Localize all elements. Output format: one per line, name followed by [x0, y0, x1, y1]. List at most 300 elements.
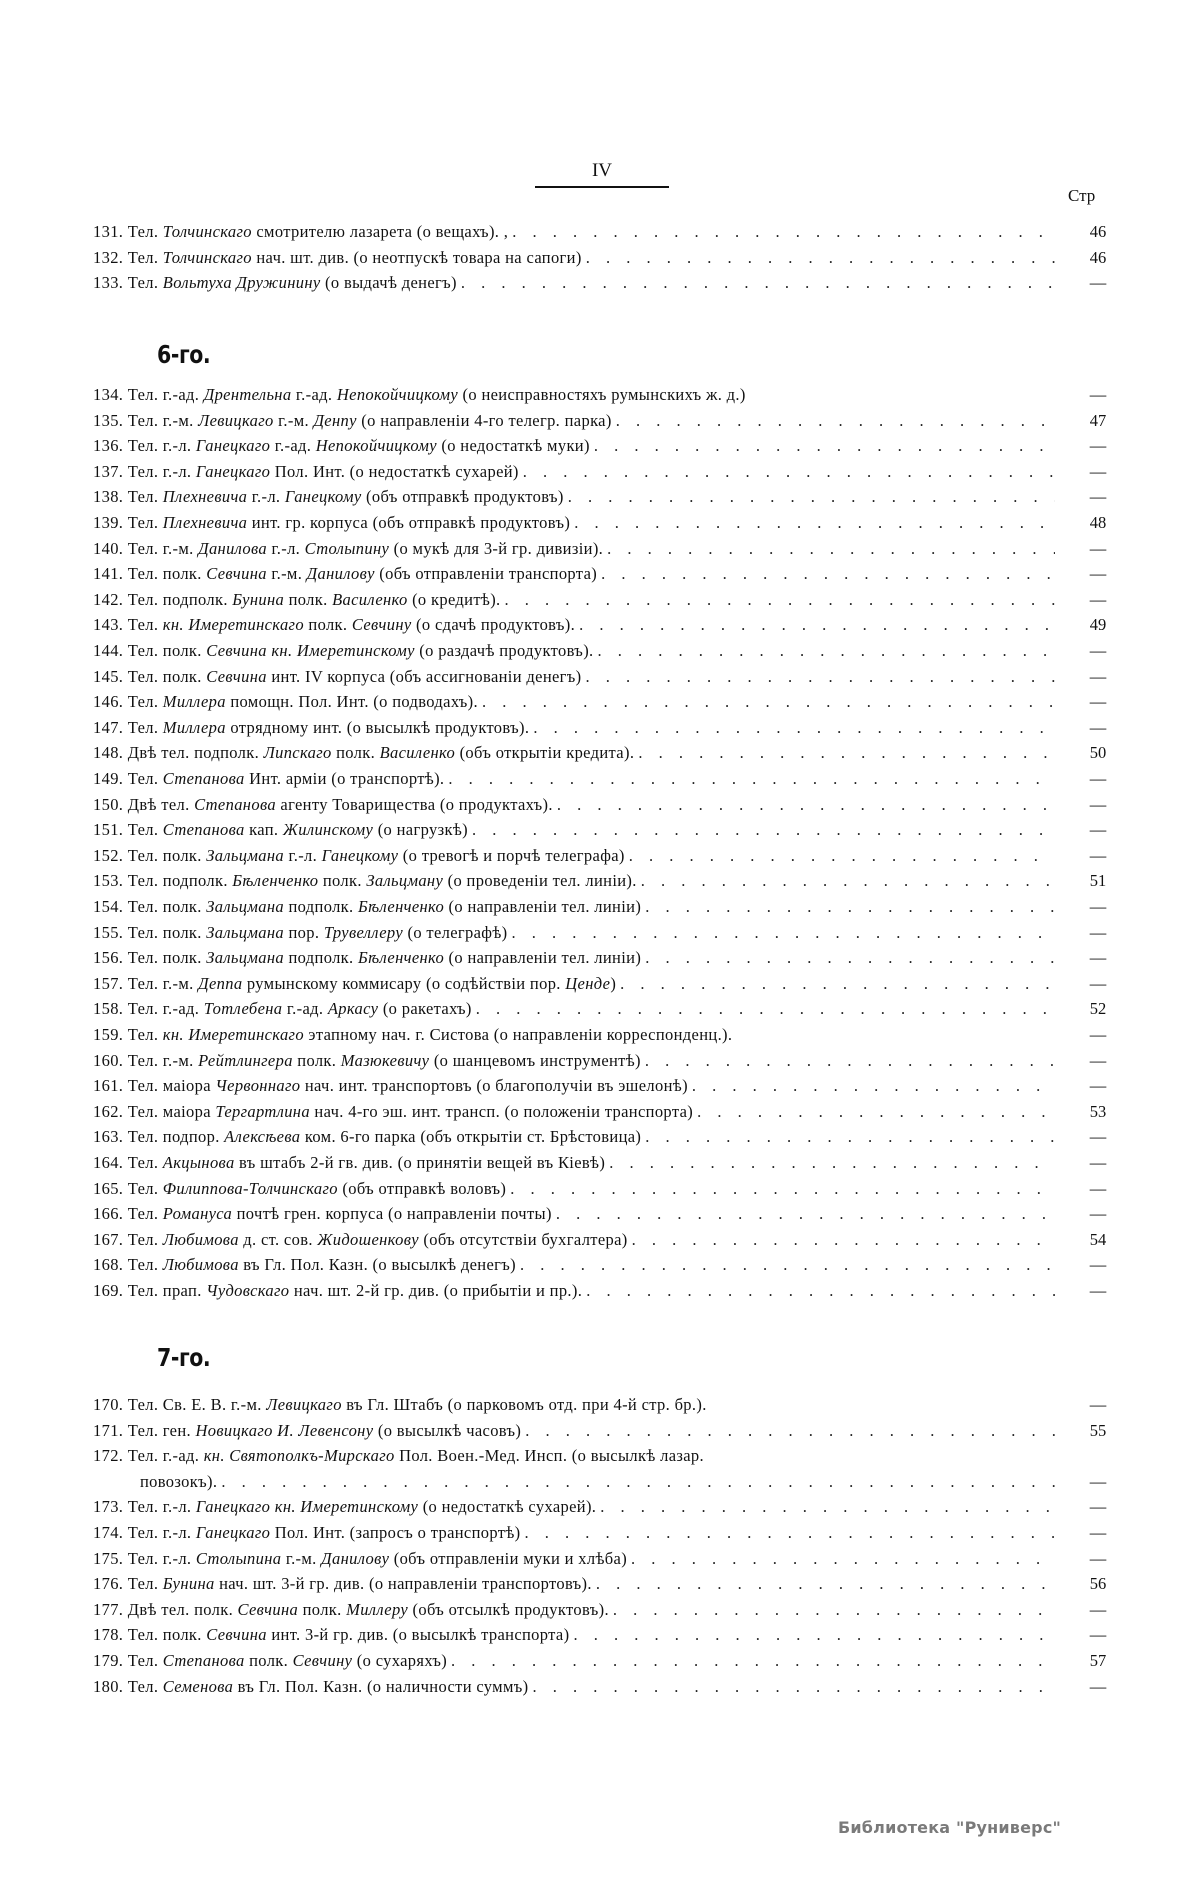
page-number: — [1089, 1076, 1107, 1096]
person-name: Непокойчицкому [315, 436, 437, 456]
person-name: Бѣленченко [232, 871, 319, 891]
person-name: Зальцману [366, 871, 444, 891]
entry-number: 159. [93, 1025, 124, 1044]
page-number: — [1089, 820, 1107, 840]
person-name: Акцынова [162, 1153, 235, 1172]
toc-entry-title [93, 1022, 732, 1047]
toc-entry [93, 433, 1113, 458]
page-number: 46 [1089, 247, 1107, 267]
toc-entry [93, 1278, 1113, 1303]
entry-text: (о телеграфѣ) [403, 922, 508, 942]
page-number: 46 [1089, 222, 1107, 241]
page-number: 47 [1089, 410, 1107, 430]
toc-entry [93, 1099, 1113, 1124]
entry-text: Тел. прап. [127, 1281, 207, 1300]
dot-leader [557, 792, 1055, 817]
toc-entry-text [93, 868, 1055, 893]
toc-entry-title [93, 1201, 552, 1226]
entry-text: Тел. [127, 692, 163, 712]
entry-text: (о направленіи тел. линіи) [444, 948, 642, 968]
entry-text: (объ отправкѣ продуктовъ) [361, 487, 564, 507]
entry-number: 180. [93, 1676, 124, 1696]
entry-text: г.-л. [247, 487, 285, 507]
toc-entry-title [93, 740, 634, 765]
person-name: Липскаго [263, 743, 332, 763]
dot-leader [448, 766, 1055, 791]
dot-leader [573, 1622, 1055, 1647]
toc-entry-title [93, 920, 507, 945]
entry-text: Тел. г.-м. [127, 973, 199, 993]
entry-text: Тел. полк. [127, 1625, 207, 1645]
entry-text: Тел. [127, 615, 163, 635]
entry-number: 148. [93, 743, 124, 763]
toc-entry [93, 1392, 1113, 1417]
toc-entry-text [93, 245, 1055, 270]
entry-text: нач. 4-го эш. инт. трансп. (о положеніи транспорта) [309, 1101, 694, 1121]
toc-entry-title [93, 1176, 506, 1201]
page-number: 53 [1089, 1101, 1107, 1121]
entry-text: отрядному инт. (о высылкѣ продуктовъ). [225, 717, 530, 737]
entry-number: 154. [93, 897, 124, 916]
entry-text: Тел. [127, 1574, 163, 1594]
person-name: Миллеру [346, 1599, 409, 1619]
person-name: Филиппова-Толчинскаго [162, 1178, 338, 1198]
section-heading: 6-го. [157, 340, 211, 369]
toc-entry [93, 715, 1113, 740]
entry-text: (о ракетахъ) [378, 999, 472, 1019]
entry-text: Тел. полк. [127, 897, 207, 916]
entry-text: (о мукѣ для 3-й гр. дивизіи). [389, 538, 604, 558]
entry-text: Тел. [127, 247, 163, 267]
page-number: — [1089, 1281, 1107, 1300]
page-number: 56 [1089, 1574, 1107, 1594]
dot-leader [692, 1073, 1055, 1098]
person-name: Ганецкаго кн. Имеретинскому [195, 1497, 419, 1517]
entry-text: Тел. г.-ад. [127, 385, 204, 404]
toc-entry-title [93, 1392, 707, 1417]
entry-number: 139. [93, 513, 124, 532]
person-name: Рейтлингера [198, 1050, 293, 1070]
person-name: Тотлебена [203, 999, 283, 1019]
toc-entry [93, 1150, 1113, 1175]
person-name: Степанова [162, 820, 245, 840]
toc-entry-title [93, 1494, 596, 1519]
person-name: Зальцмана [206, 922, 284, 942]
toc-entry-title [93, 612, 575, 637]
toc-entry [93, 1252, 1113, 1277]
page-number: — [1089, 845, 1107, 865]
dot-leader [645, 894, 1055, 919]
entry-number: 143. [93, 615, 124, 635]
entry-number: 152. [93, 845, 124, 865]
toc-entry-title [93, 894, 641, 919]
toc-entry [93, 740, 1113, 765]
toc-entry [93, 1648, 1113, 1673]
toc-entry-text [140, 1469, 1055, 1494]
entry-number: 136. [93, 436, 124, 456]
toc-entry-text [93, 920, 1055, 945]
entry-text: д. ст. сов. [238, 1229, 318, 1249]
entry-text: (о нагрузкѣ) [373, 820, 468, 840]
page-number: — [1089, 1255, 1107, 1275]
person-name: Василенко [332, 589, 408, 609]
entry-text: повозокъ). [140, 1471, 218, 1491]
person-name: Плехневича [162, 513, 248, 532]
toc-entry-title [93, 817, 468, 842]
page-number: — [1089, 1050, 1107, 1070]
entry-text: подполк. [284, 897, 358, 916]
dot-leader [613, 1597, 1055, 1622]
entry-number: 156. [93, 948, 124, 968]
person-name: Тергартлина [215, 1101, 310, 1121]
page-number: — [1089, 1204, 1107, 1224]
page-number: — [1089, 717, 1107, 737]
person-name: Ганецкому [321, 845, 399, 865]
toc-entry-text [93, 740, 1055, 765]
entry-text: агенту Товарищества (о продуктахъ). [275, 794, 553, 814]
page-number: — [1089, 666, 1107, 686]
toc-entry-title [93, 587, 501, 612]
entry-text: полк. [331, 743, 380, 763]
toc-entry-text [93, 1099, 1055, 1124]
toc-entry-text [93, 996, 1055, 1021]
person-name: Чудовскаго [206, 1281, 290, 1300]
toc-entry-text [93, 1597, 1055, 1622]
toc-entry [93, 219, 1113, 244]
entry-text: пор. [284, 922, 324, 942]
page-number: — [1089, 273, 1107, 293]
dot-leader [523, 459, 1055, 484]
person-name: кн. Имеретинскаго [162, 1025, 304, 1044]
toc-entry [93, 536, 1113, 561]
entry-text: Тел. подполк. [127, 871, 233, 891]
entry-text: въ Гл. Пол. Казн. (о высылкѣ денегъ) [238, 1255, 517, 1275]
entry-text: полк. [298, 1599, 347, 1619]
entry-text: (о проведеніи тел. линіи). [443, 871, 637, 891]
toc-entry-title [93, 1674, 529, 1699]
entry-text: г.-м. [273, 410, 314, 430]
page-number: 50 [1089, 743, 1107, 763]
entry-text: Тел. г.-м. [127, 410, 199, 430]
person-name: Аркасу [327, 999, 379, 1019]
entry-text: Тел. г.-л. [127, 1497, 196, 1517]
entry-number: 163. [93, 1127, 124, 1147]
entry-text: (о направленіи 4-го телегр. парка) [356, 410, 612, 430]
toc-entry [93, 766, 1113, 791]
toc-entry-title [93, 664, 582, 689]
dot-leader [632, 1227, 1055, 1252]
toc-entry [93, 1124, 1113, 1149]
person-name: Севчина [237, 1599, 299, 1619]
person-name: Деппа [198, 973, 243, 993]
toc-entry [93, 1622, 1113, 1647]
entry-text: г.-л. [267, 538, 305, 558]
toc-entry [93, 1176, 1113, 1201]
toc-entry-text [93, 1150, 1055, 1175]
page-number: — [1089, 1548, 1107, 1568]
person-name: Бунина [232, 589, 285, 609]
toc-entry-text [93, 817, 1055, 842]
page-number: — [1089, 1523, 1107, 1542]
toc-entry-title [93, 638, 594, 663]
dot-leader [616, 408, 1055, 433]
toc-entry-text [93, 689, 1055, 714]
entry-text: Тел. [127, 1204, 163, 1224]
person-name: Столыпину [304, 538, 390, 558]
person-name: Бѣленченко [358, 948, 445, 968]
person-name: Ганецкаго [195, 436, 271, 456]
toc-entry [93, 1546, 1113, 1571]
entry-text: Тел. [127, 273, 163, 293]
dot-leader [472, 817, 1055, 842]
toc-entry-title [93, 245, 582, 270]
toc-entry-text [93, 1124, 1055, 1149]
entry-text: г.-м. [281, 1548, 322, 1568]
entry-text: кап. [244, 820, 283, 840]
person-name: Толчинскаго [162, 222, 252, 241]
toc-entry-title [93, 1648, 447, 1673]
toc-entry-title [93, 382, 746, 407]
entry-text: Тел. г.-л. [127, 436, 196, 456]
dot-leader [601, 561, 1055, 586]
toc-entry-title [93, 1099, 693, 1124]
entry-number: 135. [93, 410, 124, 430]
entry-text: Тел. [127, 717, 163, 737]
entry-text: Тел. [127, 487, 163, 507]
page-number: — [1089, 1178, 1107, 1198]
toc-entry-title [93, 270, 457, 295]
person-name: Миллера [162, 717, 226, 737]
toc-entry [93, 1201, 1113, 1226]
toc-entry-title [93, 689, 478, 714]
toc-entry-text [93, 612, 1055, 637]
toc-entry-text [93, 894, 1055, 919]
toc-entry [93, 1571, 1113, 1596]
toc-entry-title [93, 792, 553, 817]
dot-leader [511, 920, 1055, 945]
entry-number: 142. [93, 589, 124, 609]
toc-entry-text [93, 484, 1055, 509]
entry-text: въ штабъ 2-й гв. див. (о принятіи вещей въ Кіевѣ) [234, 1153, 606, 1172]
toc-entry-text [93, 1443, 1055, 1468]
person-name: Севчина кн. Имеретинскому [206, 641, 415, 660]
dot-leader [600, 1494, 1055, 1519]
toc-entry-text [93, 664, 1055, 689]
entry-text: въ Гл. Штабъ (о парковомъ отд. при 4-й стр. бр.). [341, 1395, 707, 1414]
entry-text: Инт. арміи (о транспортѣ). [244, 769, 445, 788]
page-number: — [1089, 564, 1107, 584]
dot-leader [586, 245, 1055, 270]
toc-entry [93, 843, 1113, 868]
dot-leader [505, 587, 1055, 612]
entry-number: 151. [93, 820, 124, 840]
toc-entry [93, 1520, 1113, 1545]
entry-text: румынскому коммисару (о содѣйствіи пор. [242, 973, 566, 993]
entry-text: полк. [284, 589, 333, 609]
toc-entry-title [93, 459, 519, 484]
entry-text: (о сдачѣ продуктовъ). [411, 615, 576, 635]
page-number: — [1089, 1676, 1107, 1696]
page-number: — [1089, 1599, 1107, 1619]
page-number: 54 [1089, 1229, 1107, 1249]
toc-entry-text [93, 1073, 1055, 1098]
toc-entry-title [93, 945, 641, 970]
dot-leader [609, 1150, 1055, 1175]
toc-entry [93, 1022, 1113, 1047]
toc-entry-text [93, 1494, 1055, 1519]
entry-number: 145. [93, 666, 124, 686]
page-number: 52 [1089, 999, 1107, 1019]
page-number: 51 [1089, 871, 1107, 891]
toc-entry-title [93, 484, 564, 509]
dot-leader [510, 1176, 1055, 1201]
person-name: Ганецкому [284, 487, 362, 507]
entry-text: Тел. г.-ад. [127, 999, 204, 1019]
dot-leader [568, 484, 1055, 509]
person-name: Данилову [321, 1548, 390, 1568]
toc-entry-title [93, 536, 603, 561]
toc-entry [93, 638, 1113, 663]
person-name: Степанова [162, 1651, 245, 1670]
person-name: Степанова [162, 769, 245, 788]
toc-entry-title [93, 1443, 704, 1468]
library-watermark: Библиотека "Руниверс" [838, 1818, 1062, 1837]
entry-text: Тел. [127, 1651, 163, 1670]
page-number: — [1089, 436, 1107, 456]
dot-leader [533, 715, 1055, 740]
entry-text: (объ отсутствіи бухгалтера) [418, 1229, 628, 1249]
toc-entry-title [93, 433, 590, 458]
page-number: — [1089, 487, 1107, 507]
toc-entry [93, 484, 1113, 509]
entry-text: почтѣ грен. корпуса (о направленіи почты) [232, 1204, 552, 1224]
toc-entry-title [93, 1073, 688, 1098]
toc-entry-text [93, 792, 1055, 817]
page-number: — [1089, 461, 1107, 481]
toc-entry-title [93, 219, 508, 244]
toc-entry [93, 459, 1113, 484]
entry-text: Тел. [127, 1229, 163, 1249]
entry-text: полк. [303, 615, 352, 635]
dot-leader [482, 689, 1055, 714]
entry-text: Тел. ген. [127, 1420, 196, 1440]
entry-text: (о тревогѣ и порчѣ телеграфа) [398, 845, 625, 865]
entry-number: 158. [93, 999, 124, 1019]
entry-number: 133. [93, 273, 124, 293]
toc-entry-title [93, 1124, 641, 1149]
entry-text: Тел. полк. [127, 948, 207, 968]
toc-entry-title [93, 715, 529, 740]
toc-entry-text [93, 1520, 1055, 1545]
toc-entry-text [93, 945, 1055, 970]
entry-text: Тел. [127, 513, 163, 532]
toc-entry-text [93, 1674, 1055, 1699]
person-name: Денпу [313, 410, 357, 430]
toc-entry [93, 689, 1113, 714]
person-name: Столыпина [195, 1548, 282, 1568]
entry-number: 150. [93, 794, 124, 814]
entry-text: (объ открытіи кредита). [455, 743, 635, 763]
person-name: Жилинскому [282, 820, 374, 840]
dot-leader [574, 510, 1055, 535]
entry-number: 168. [93, 1255, 124, 1275]
toc-entry-title [93, 1571, 592, 1596]
page-number: — [1089, 1625, 1107, 1645]
toc-entry [93, 1494, 1113, 1519]
entry-text: г.-м. [266, 564, 307, 584]
toc-entry-title [93, 1597, 609, 1622]
toc-entry-text [93, 1418, 1055, 1443]
entry-text: (о раздачѣ продуктовъ). [414, 641, 594, 660]
toc-entry-text [93, 510, 1055, 535]
person-name: Степанова [194, 794, 276, 814]
person-name: Зальцмана [206, 897, 284, 916]
page-number: — [1089, 692, 1107, 712]
entry-text: (о выдачѣ денегъ) [320, 273, 457, 293]
person-name: Севчина [206, 1625, 267, 1645]
entry-number: 175. [93, 1548, 124, 1568]
entry-text: (о кредитѣ). [407, 589, 501, 609]
header-rule [535, 186, 669, 188]
entry-text: Тел. [127, 1025, 163, 1044]
entry-text: нач. инт. транспортовъ (о благополучіи въ эшелонѣ) [300, 1076, 688, 1096]
entry-text: Тел. г.-л. [127, 461, 196, 481]
toc-entry-title [93, 408, 612, 433]
entry-number: 166. [93, 1204, 124, 1224]
dot-leader [645, 945, 1055, 970]
entry-text: этапному нач. г. Систова (о направленіи корреспонденц.). [303, 1025, 733, 1044]
entry-text: г.-ад. [291, 385, 337, 404]
entry-text: Тел. подпор. [127, 1127, 225, 1147]
entry-text: (о недостаткѣ муки) [436, 436, 590, 456]
entry-number: 165. [93, 1178, 124, 1198]
toc-entry [93, 1597, 1113, 1622]
toc-entry [93, 664, 1113, 689]
entry-text: нач. шт. див. (о неотпускѣ товара на сапоги) [251, 247, 582, 267]
entry-text: Тел. г.-м. [127, 1050, 199, 1070]
page-column-label: Стр [1068, 186, 1096, 205]
toc-entry [93, 270, 1113, 295]
person-name: Севчина [206, 564, 267, 584]
entry-text: (объ отсылкѣ продуктовъ). [408, 1599, 609, 1619]
entry-text: г.-ад. [282, 999, 328, 1019]
dot-leader [607, 536, 1055, 561]
entry-number: 132. [93, 247, 124, 267]
entry-text: Пол. Инт. (запросъ о транспортѣ) [270, 1523, 521, 1542]
person-name: Вольтуха Дружинину [162, 273, 321, 293]
toc-entry [93, 245, 1113, 270]
toc-entry [93, 1418, 1113, 1443]
entry-text: инт. гр. корпуса (объ отправкѣ продуктовъ) [247, 513, 571, 532]
toc-entry-text [93, 587, 1055, 612]
entry-text: Тел. полк. [127, 845, 207, 865]
toc-entry-title [93, 1150, 605, 1175]
toc-entry-text [93, 1622, 1055, 1647]
person-name: Севчина [206, 666, 267, 686]
toc-entry [93, 1674, 1113, 1699]
person-name: Севчину [351, 615, 412, 635]
entry-text: Тел. г.-м. [127, 538, 199, 558]
entry-text: Пол. Инт. (о недостаткѣ сухарей) [270, 461, 519, 481]
toc-entry [93, 1073, 1113, 1098]
toc-entry-text [93, 459, 1055, 484]
entry-number: 146. [93, 692, 124, 712]
toc-entry [93, 920, 1113, 945]
entry-text: полк. [318, 871, 367, 891]
toc-entry-title [93, 1048, 641, 1073]
entry-number: 178. [93, 1625, 124, 1645]
entry-text: (о направленіи тел. линіи) [444, 897, 642, 916]
